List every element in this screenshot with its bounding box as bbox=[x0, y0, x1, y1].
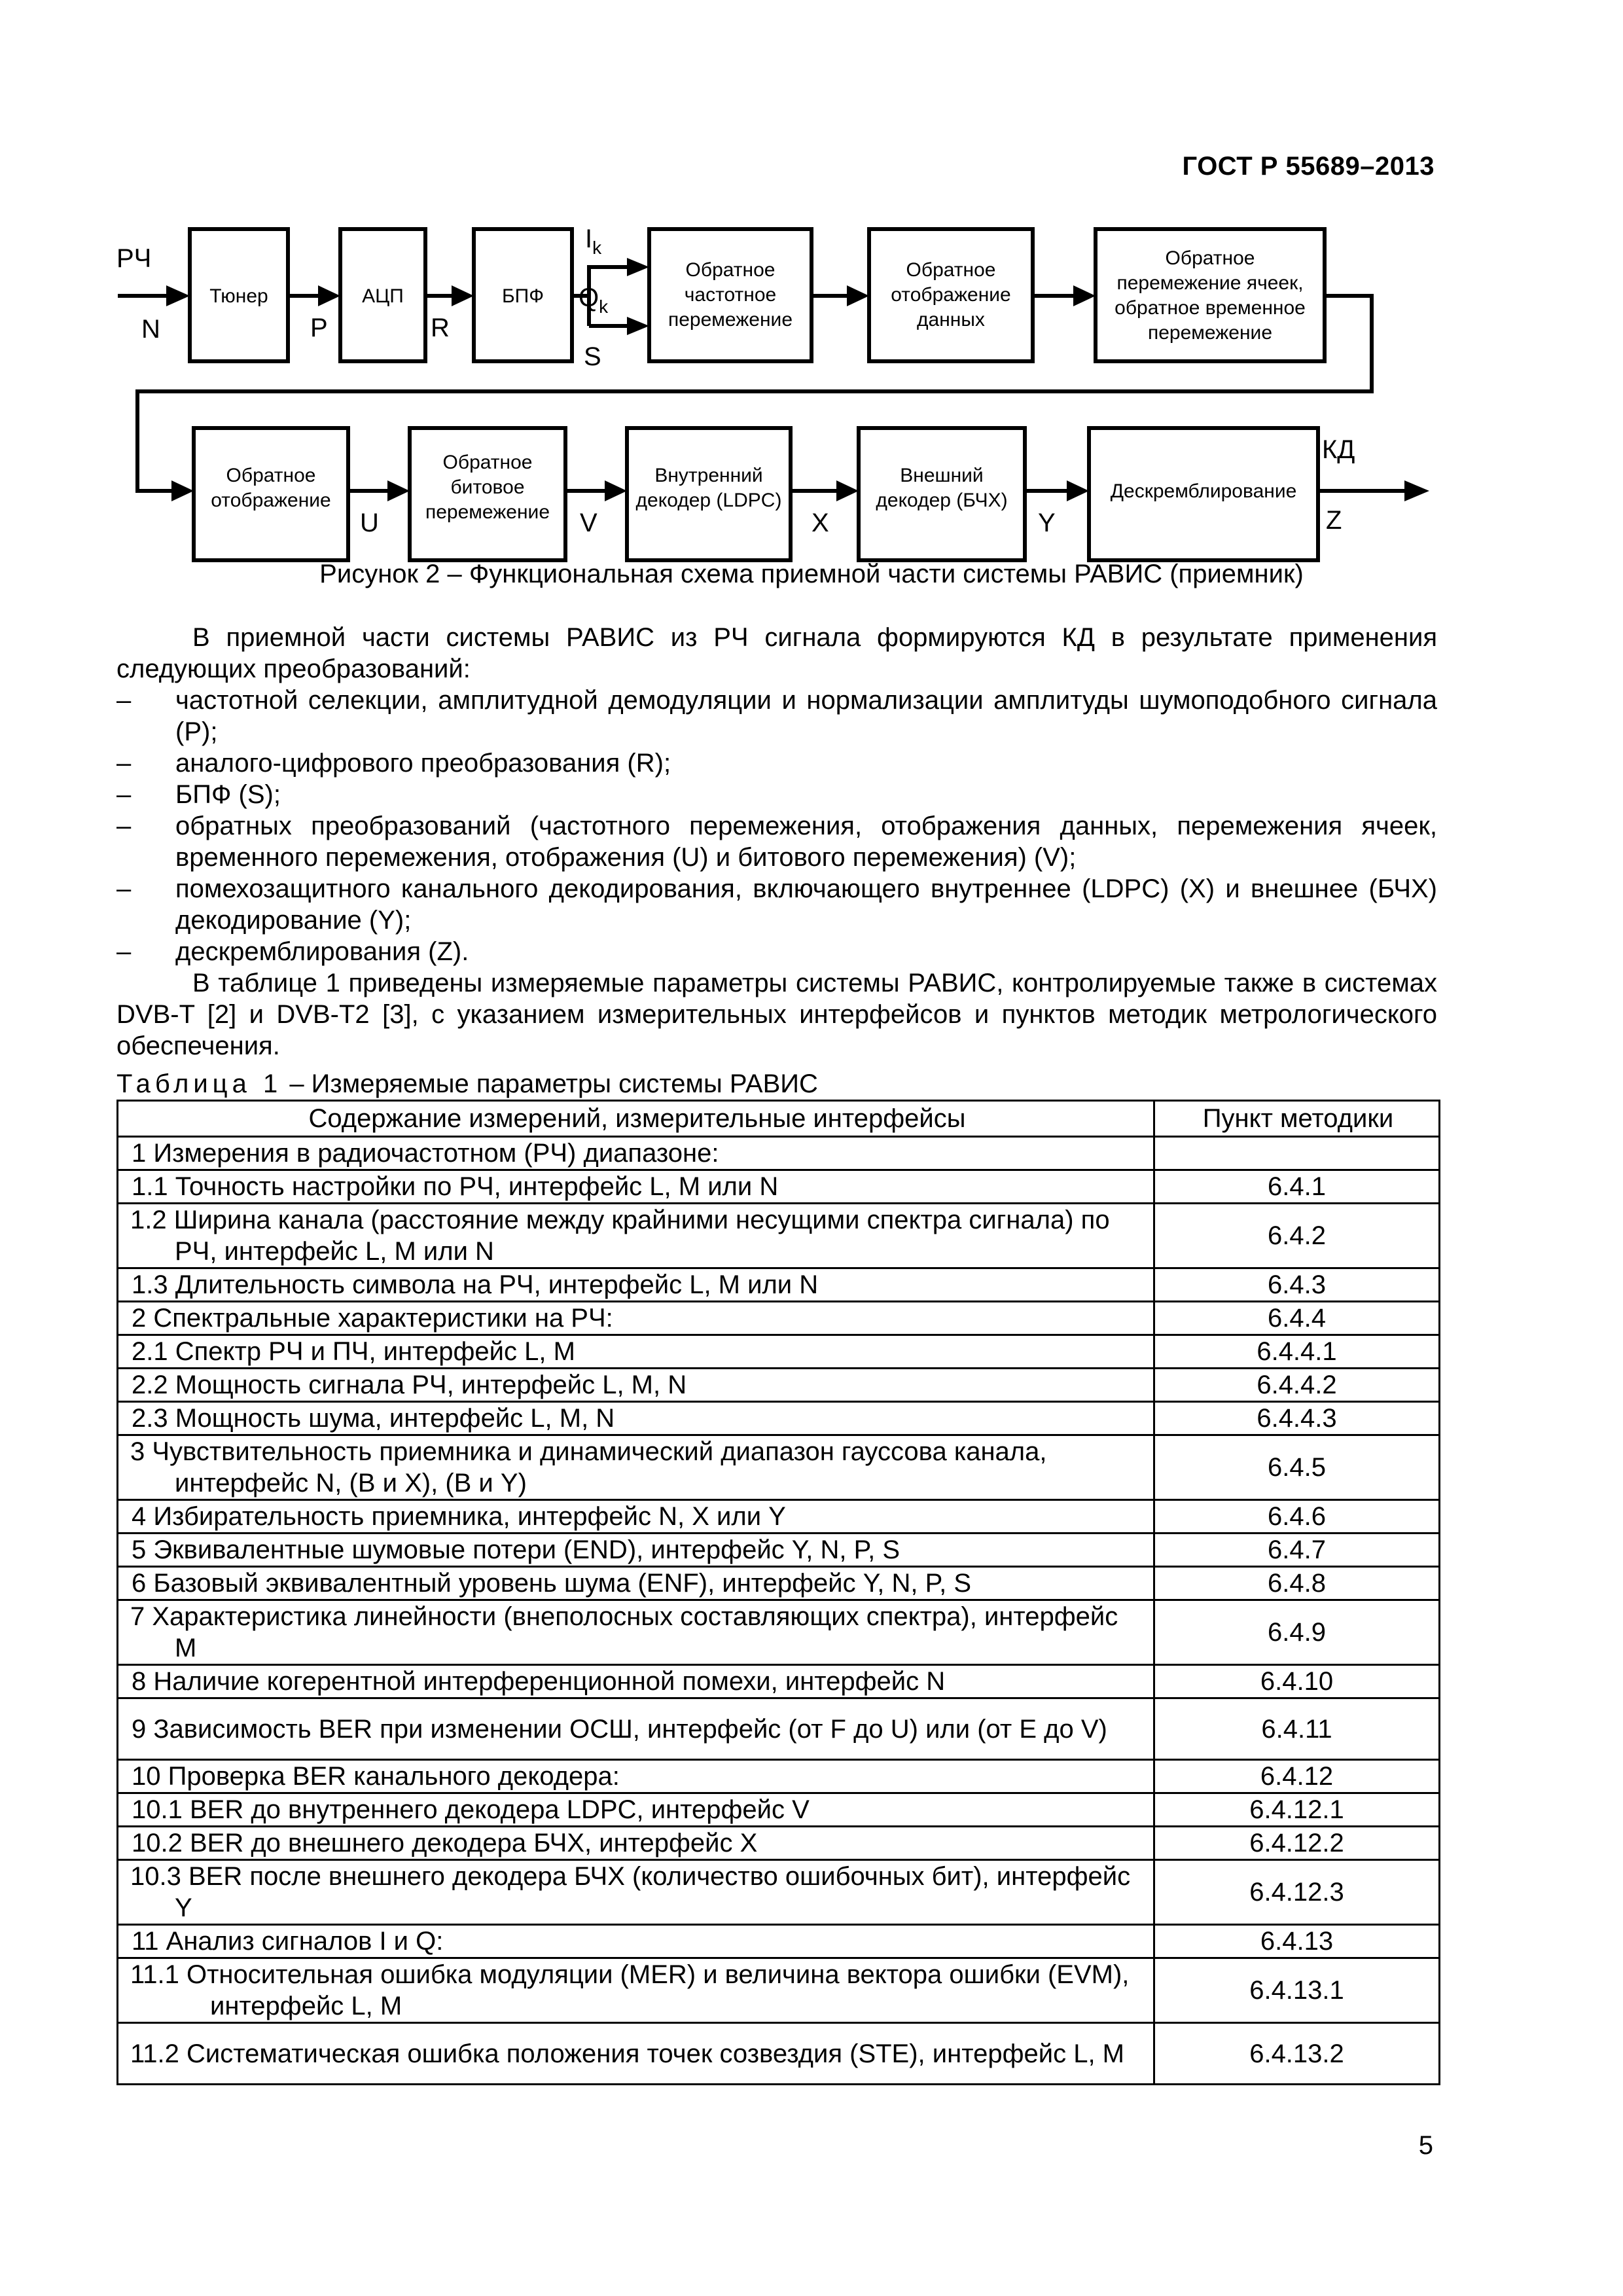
transform-list bbox=[116, 685, 1437, 967]
table-row bbox=[118, 1665, 1440, 1698]
svg-text:перемежение: перемежение bbox=[668, 309, 793, 331]
svg-text:отображение: отображение bbox=[891, 284, 1011, 306]
cell-clause: 6.4.11 bbox=[1154, 1698, 1440, 1760]
cell-clause: 6.4.12.1 bbox=[1154, 1793, 1440, 1827]
cell-content: 2 Спектральные характеристики на РЧ: bbox=[118, 1302, 1154, 1335]
cell-content: 10.3 BER после внешнего декодера БЧХ (количество ошибочных бит), интерфейс Y bbox=[118, 1860, 1154, 1925]
table-row bbox=[118, 1827, 1440, 1860]
table-caption-label: Таблица 1 bbox=[116, 1069, 283, 1098]
label-output-kd: КД bbox=[1322, 435, 1355, 464]
table-row bbox=[118, 1534, 1440, 1567]
cell-content: 10.2 BER до внешнего декодера БЧХ, интерфейс X bbox=[118, 1827, 1154, 1860]
figure-caption: Рисунок 2 – Функциональная схема приемной части системы РАВИС (приемник) bbox=[319, 560, 1304, 588]
svg-text:перемежение: перемежение bbox=[425, 501, 550, 523]
cell-content: 1.2 Ширина канала (расстояние между крайними несущими спектра сигнала) по РЧ, интерфейс L, M или N bbox=[118, 1204, 1154, 1268]
cell-content: 9 Зависимость BER при изменении ОСШ, интерфейс (от F до U) или (от E до V) bbox=[118, 1698, 1154, 1760]
table-row bbox=[118, 1335, 1440, 1369]
block-bit-deinterleave bbox=[425, 452, 550, 523]
label-n: N bbox=[141, 315, 160, 344]
page-number: 5 bbox=[1418, 2131, 1433, 2160]
cell-clause: 6.4.12.3 bbox=[1154, 1860, 1440, 1925]
table-row bbox=[118, 1204, 1440, 1268]
cell-content: 7 Характеристика линейности (внеполосных составляющих спектра), интерфейс M bbox=[118, 1600, 1154, 1665]
cell-clause: 6.4.13.2 bbox=[1154, 2023, 1440, 2085]
svg-text:Обратное: Обратное bbox=[442, 452, 533, 473]
body-text bbox=[116, 622, 1437, 1062]
block-demap bbox=[211, 465, 330, 511]
table-caption-text: – Измеряемые параметры системы РАВИС bbox=[282, 1069, 818, 1098]
header-clause: Пункт методики bbox=[1154, 1101, 1440, 1137]
header-content: Содержание измерений, измерительные интерфейсы bbox=[118, 1101, 1154, 1137]
label-i: $I_k$ bbox=[585, 224, 602, 258]
svg-text:данных: данных bbox=[917, 309, 985, 331]
svg-text:Обратное: Обратное bbox=[1165, 247, 1255, 269]
cell-clause: 6.4.8 bbox=[1154, 1567, 1440, 1600]
table-row bbox=[118, 1760, 1440, 1793]
cell-content: 5 Эквивалентные шумовые потери (END), интерфейс Y, N, P, S bbox=[118, 1534, 1154, 1567]
table-row bbox=[118, 1698, 1440, 1760]
table-row bbox=[118, 1600, 1440, 1665]
cell-clause: 6.4.6 bbox=[1154, 1500, 1440, 1534]
table-row bbox=[118, 1137, 1440, 1170]
block-freq-deinterleave bbox=[668, 259, 793, 331]
list-item: – частотной селекции, амплитудной демодуляции и нормализации амплитуды шумоподобного сигнала (P); bbox=[116, 685, 1437, 747]
svg-text:Обратное: Обратное bbox=[906, 259, 996, 281]
table-row bbox=[118, 1268, 1440, 1302]
cell-clause: 6.4.1 bbox=[1154, 1170, 1440, 1204]
cell-clause: 6.4.12 bbox=[1154, 1760, 1440, 1793]
svg-text:отображение: отображение bbox=[211, 490, 331, 511]
svg-text:декодер (LDPC): декодер (LDPC) bbox=[635, 490, 782, 511]
label-input-rf: РЧ bbox=[116, 244, 152, 273]
cell-clause: 6.4.2 bbox=[1154, 1204, 1440, 1268]
cell-content: 11.1 Относительная ошибка модуляции (MER) и величина вектора ошибки (EVM), интерфейс L, M bbox=[118, 1958, 1154, 2023]
block-inner-decoder bbox=[636, 465, 782, 511]
table-row bbox=[118, 2023, 1440, 2085]
list-item: – дескремблирования (Z). bbox=[116, 936, 1437, 967]
cell-content: 2.1 Спектр РЧ и ПЧ, интерфейс L, M bbox=[118, 1335, 1154, 1369]
svg-text:обратное временное: обратное временное bbox=[1115, 297, 1306, 319]
cell-clause: 6.4.10 bbox=[1154, 1665, 1440, 1698]
label-q: $Q_k$ bbox=[579, 283, 609, 317]
table-row bbox=[118, 1170, 1440, 1204]
table-row bbox=[118, 1302, 1440, 1335]
cell-content: 1 Измерения в радиочастотном (РЧ) диапазоне: bbox=[118, 1137, 1154, 1170]
list-item: – БПФ (S); bbox=[116, 779, 1437, 810]
table-row bbox=[118, 1435, 1440, 1500]
label-u: U bbox=[360, 509, 379, 537]
svg-text:перемежение: перемежение bbox=[1147, 322, 1273, 344]
svg-text:Внутренний: Внутренний bbox=[654, 465, 763, 486]
svg-text:Обратное: Обратное bbox=[226, 465, 316, 486]
table-row bbox=[118, 1567, 1440, 1600]
table-body bbox=[118, 1137, 1440, 2085]
svg-text:частотное: частотное bbox=[684, 284, 777, 306]
cell-content: 2.3 Мощность шума, интерфейс L, M, N bbox=[118, 1402, 1154, 1435]
cell-clause: 6.4.4.1 bbox=[1154, 1335, 1440, 1369]
measurements-table bbox=[116, 1100, 1440, 2085]
cell-content: 11.2 Систематическая ошибка положения точек созвездия (STE), интерфейс L, M bbox=[118, 2023, 1154, 2085]
block-outer-decoder bbox=[876, 465, 1007, 511]
cell-content: 1.1 Точность настройки по РЧ, интерфейс L, M или N bbox=[118, 1170, 1154, 1204]
cell-content: 10 Проверка BER канального декодера: bbox=[118, 1760, 1154, 1793]
table-row bbox=[118, 1793, 1440, 1827]
intro-paragraph: В приемной части системы РАВИС из РЧ сигнала формируются КД в результате применения следующих преобразований: bbox=[116, 623, 1437, 683]
cell-content: 10.1 BER до внутреннего декодера LDPC, интерфейс V bbox=[118, 1793, 1154, 1827]
table-intro-paragraph: В таблице 1 приведены измеряемые параметры системы РАВИС, контролируемые также в системах DVB-T [2] и DVB-T2 [3], с указанием измерительных интерфейсов и пунктов методик метрологического обеспечения. bbox=[116, 969, 1437, 1060]
cell-clause: 6.4.13.1 bbox=[1154, 1958, 1440, 2023]
cell-content: 8 Наличие когерентной интерференционной помехи, интерфейс N bbox=[118, 1665, 1154, 1698]
standard-designation: ГОСТ Р 55689–2013 bbox=[1182, 152, 1435, 181]
label-s: S bbox=[584, 342, 601, 371]
cell-clause: 6.4.13 bbox=[1154, 1925, 1440, 1958]
table-row bbox=[118, 1500, 1440, 1534]
table-row bbox=[118, 1402, 1440, 1435]
cell-clause bbox=[1154, 1137, 1440, 1170]
cell-clause: 6.4.3 bbox=[1154, 1268, 1440, 1302]
receiver-block-diagram bbox=[0, 0, 1623, 589]
cell-clause: 6.4.12.2 bbox=[1154, 1827, 1440, 1860]
cell-clause: 6.4.4.2 bbox=[1154, 1369, 1440, 1402]
list-item: – обратных преобразований (частотного перемежения, отображения данных, перемежения ячеек, временного перемежения, отображения (U) и битового перемежения) (V); bbox=[116, 810, 1437, 873]
cell-content: 2.2 Мощность сигнала РЧ, интерфейс L, M, N bbox=[118, 1369, 1154, 1402]
svg-text:Внешний: Внешний bbox=[900, 465, 984, 486]
block-adc: АЦП bbox=[362, 285, 404, 307]
svg-text:декодер (БЧХ): декодер (БЧХ) bbox=[876, 490, 1008, 511]
cell-clause: 6.4.7 bbox=[1154, 1534, 1440, 1567]
label-z: Z bbox=[1326, 506, 1342, 535]
table-row bbox=[118, 1925, 1440, 1958]
cell-content: 11 Анализ сигналов I и Q: bbox=[118, 1925, 1154, 1958]
label-y: Y bbox=[1038, 509, 1056, 537]
list-item: – аналого-цифрового преобразования (R); bbox=[116, 747, 1437, 779]
cell-content: 4 Избирательность приемника, интерфейс N, X или Y bbox=[118, 1500, 1154, 1534]
block-tuner: Тюнер bbox=[209, 285, 268, 307]
table-row bbox=[118, 1958, 1440, 2023]
table-caption bbox=[116, 1068, 818, 1100]
svg-text:битовое: битовое bbox=[450, 476, 525, 498]
cell-clause: 6.4.4.3 bbox=[1154, 1402, 1440, 1435]
table-row bbox=[118, 1369, 1440, 1402]
block-descrambler: Дескремблирование bbox=[1110, 480, 1297, 502]
block-cell-time-deinterleave bbox=[1115, 247, 1306, 344]
cell-content: 6 Базовый эквивалентный уровень шума (ENF), интерфейс Y, N, P, S bbox=[118, 1567, 1154, 1600]
svg-text:Обратное: Обратное bbox=[685, 259, 776, 281]
svg-text:перемежение ячеек,: перемежение ячеек, bbox=[1116, 272, 1304, 294]
label-x: X bbox=[812, 509, 829, 537]
cell-content: 3 Чувствительность приемника и динамический диапазон гауссова канала, интерфейс N, (B и X), (B и Y) bbox=[118, 1435, 1154, 1500]
table-header-row bbox=[118, 1101, 1440, 1137]
cell-clause: 6.4.4 bbox=[1154, 1302, 1440, 1335]
label-p: P bbox=[310, 314, 328, 342]
cell-clause: 6.4.5 bbox=[1154, 1435, 1440, 1500]
cell-clause: 6.4.9 bbox=[1154, 1600, 1440, 1665]
block-fft: БПФ bbox=[501, 285, 544, 307]
label-v: V bbox=[580, 509, 597, 537]
block-data-demap bbox=[891, 259, 1010, 331]
label-r: R bbox=[431, 314, 450, 342]
cell-content: 1.3 Длительность символа на РЧ, интерфейс L, M или N bbox=[118, 1268, 1154, 1302]
table-row bbox=[118, 1860, 1440, 1925]
list-item: – помехозащитного канального декодирования, включающего внутреннее (LDPC) (X) и внешнее (БЧХ) декодирование (Y); bbox=[116, 873, 1437, 936]
